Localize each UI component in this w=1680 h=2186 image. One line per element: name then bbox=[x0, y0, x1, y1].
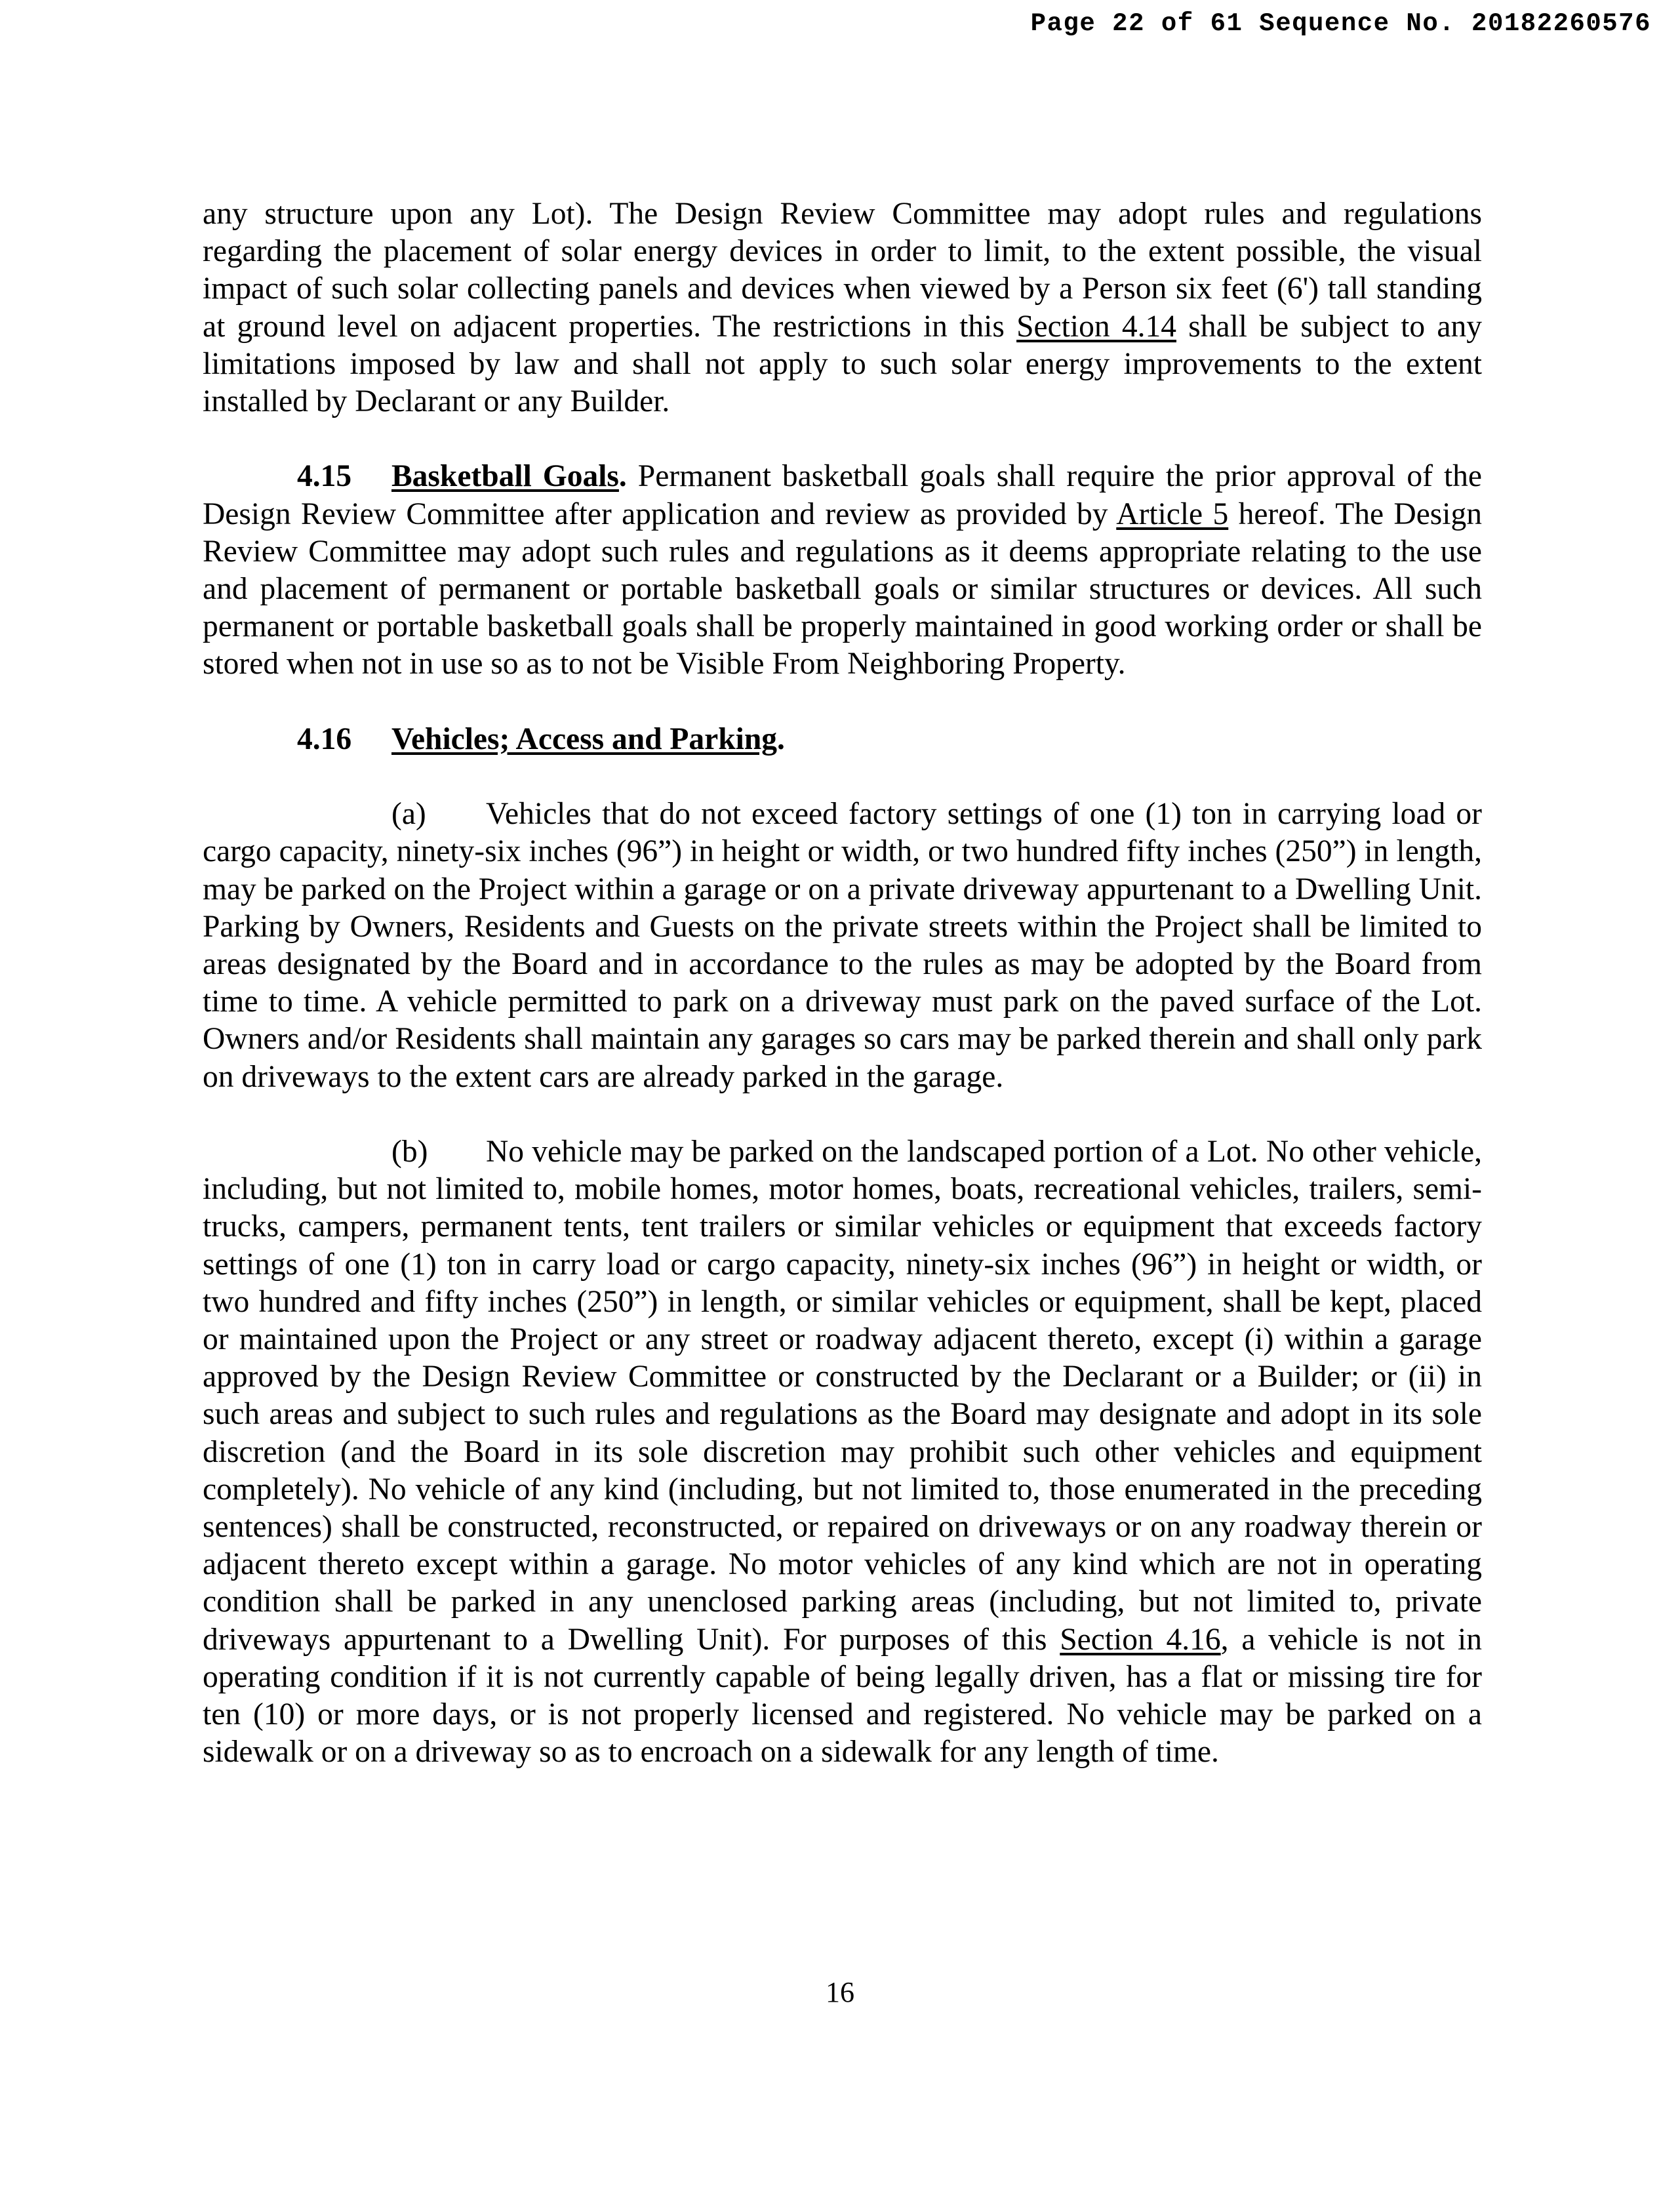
continuation-text-2: shall be subject to any limitations imposed by law and shall not apply to such solar energy improvements to the extent installed by Declarant or any Builder. bbox=[203, 309, 1482, 419]
subparagraph-a-label: (a) bbox=[391, 797, 426, 832]
page-sequence-header: Page 22 of 61 Sequence No. 20182260576 bbox=[1030, 9, 1651, 38]
section-4-15-title-period: . bbox=[618, 459, 627, 494]
section-4-15-number: 4.15 bbox=[297, 459, 352, 494]
section-4-14-reference: Section 4.14 bbox=[1016, 309, 1176, 344]
page-number: 16 bbox=[826, 1976, 854, 2008]
subparagraph-a bbox=[203, 796, 1482, 1096]
section-4-15-paragraph bbox=[203, 458, 1482, 683]
section-4-15-text-1: Permanent basketball goals shall require the prior approval of the Design Review Committee after application and review as provided by bbox=[203, 459, 1482, 531]
subparagraph-b bbox=[203, 1133, 1482, 1771]
section-4-16-number: 4.16 bbox=[297, 721, 352, 756]
section-4-16-reference: Section 4.16 bbox=[1060, 1622, 1221, 1657]
section-4-15-title: Basketball Goals bbox=[391, 459, 619, 494]
article-5-reference: Article 5 bbox=[1116, 496, 1229, 531]
section-4-16-title: Vehicles; Access and Parking bbox=[391, 721, 778, 756]
subparagraph-b-text-2: , a vehicle is not in operating condition if it is not currently capable of being legally driven, has a flat or missing tire for ten (10) or more days, or is not properly licensed and registered. No vehicle may be parked on a sidewalk or on a driveway so as to encroach on a sidewalk for any length of time. bbox=[203, 1622, 1482, 1770]
subparagraph-b-label: (b) bbox=[391, 1135, 428, 1169]
section-4-16-title-period: . bbox=[777, 721, 785, 756]
section-4-15-text-2: hereof. The Design Review Committee may adopt such rules and regulations as it deems appropriate relating to the use and placement of permanent or portable basketball goals or similar structures or devices. All such permanent or portable basketball goals shall be properly maintained in good working order or shall be stored when not in use so as to not be Visible From Neighboring Property. bbox=[203, 496, 1482, 681]
continuation-paragraph bbox=[203, 195, 1482, 420]
subparagraph-a-text: Vehicles that do not exceed factory settings of one (1) ton in carrying load or cargo capacity, ninety-six inches (96”) in height or width, or two hundred fifty inches (250”) in length, may be parked on the Project within a garage or on a private driveway appurtenant to a Dwelling Unit. Parking by Owners, Residents and Guests on the private streets within the Project shall be limited to areas designated by the Board and in accordance to the rules as may be adopted by the Board from time to time. A vehicle permitted to park on a driveway must park on the paved surface of the Lot. Owners and/or Residents shall maintain any garages so cars may be parked therein and shall only park on driveways to the extent cars are already parked in the garage. bbox=[203, 797, 1482, 1094]
section-4-16-heading bbox=[203, 721, 1482, 758]
continuation-text-1: any structure upon any Lot). The Design Review Committee may adopt rules and regulations regarding the placement of solar energy devices in order to limit, to the extent possible, the visual impact of such solar collecting panels and devices when viewed by a Person six feet (6') tall standing at ground level on adjacent properties. The restrictions in this bbox=[203, 197, 1482, 344]
subparagraph-b-text-1: No vehicle may be parked on the landscaped portion of a Lot. No other vehicle, including, but not limited to, mobile homes, motor homes, boats, recreational vehicles, trailers, semi-trucks, campers, permanent tents, tent trailers or similar vehicles or equipment that exceeds factory settings of one (1) ton in carry load or cargo capacity, ninety-six inches (96”) in height or width, or two hundred and fifty inches (250”) in length, or similar vehicles or equipment, shall be kept, placed or maintained upon the Project or any street or roadway adjacent thereto, except (i) within a garage approved by the Design Review Committee or constructed by the Declarant or a Builder; or (ii) in such areas and subject to such rules and regulations as the Board may designate and adopt in its sole discretion (and the Board in its sole discretion may prohibit such other vehicles and equipment completely). No vehicle of any kind (including, but not limited to, those enumerated in the preceding sentences) shall be constructed, reconstructed, or repaired on driveways or on any roadway therein or adjacent thereto except within a garage. No motor vehicles of any kind which are not in operating condition shall be parked in any unenclosed parking areas (including, but not limited to, private driveways appurtenant to a Dwelling Unit). For purposes of this bbox=[203, 1135, 1482, 1657]
document-body bbox=[203, 195, 1482, 1771]
